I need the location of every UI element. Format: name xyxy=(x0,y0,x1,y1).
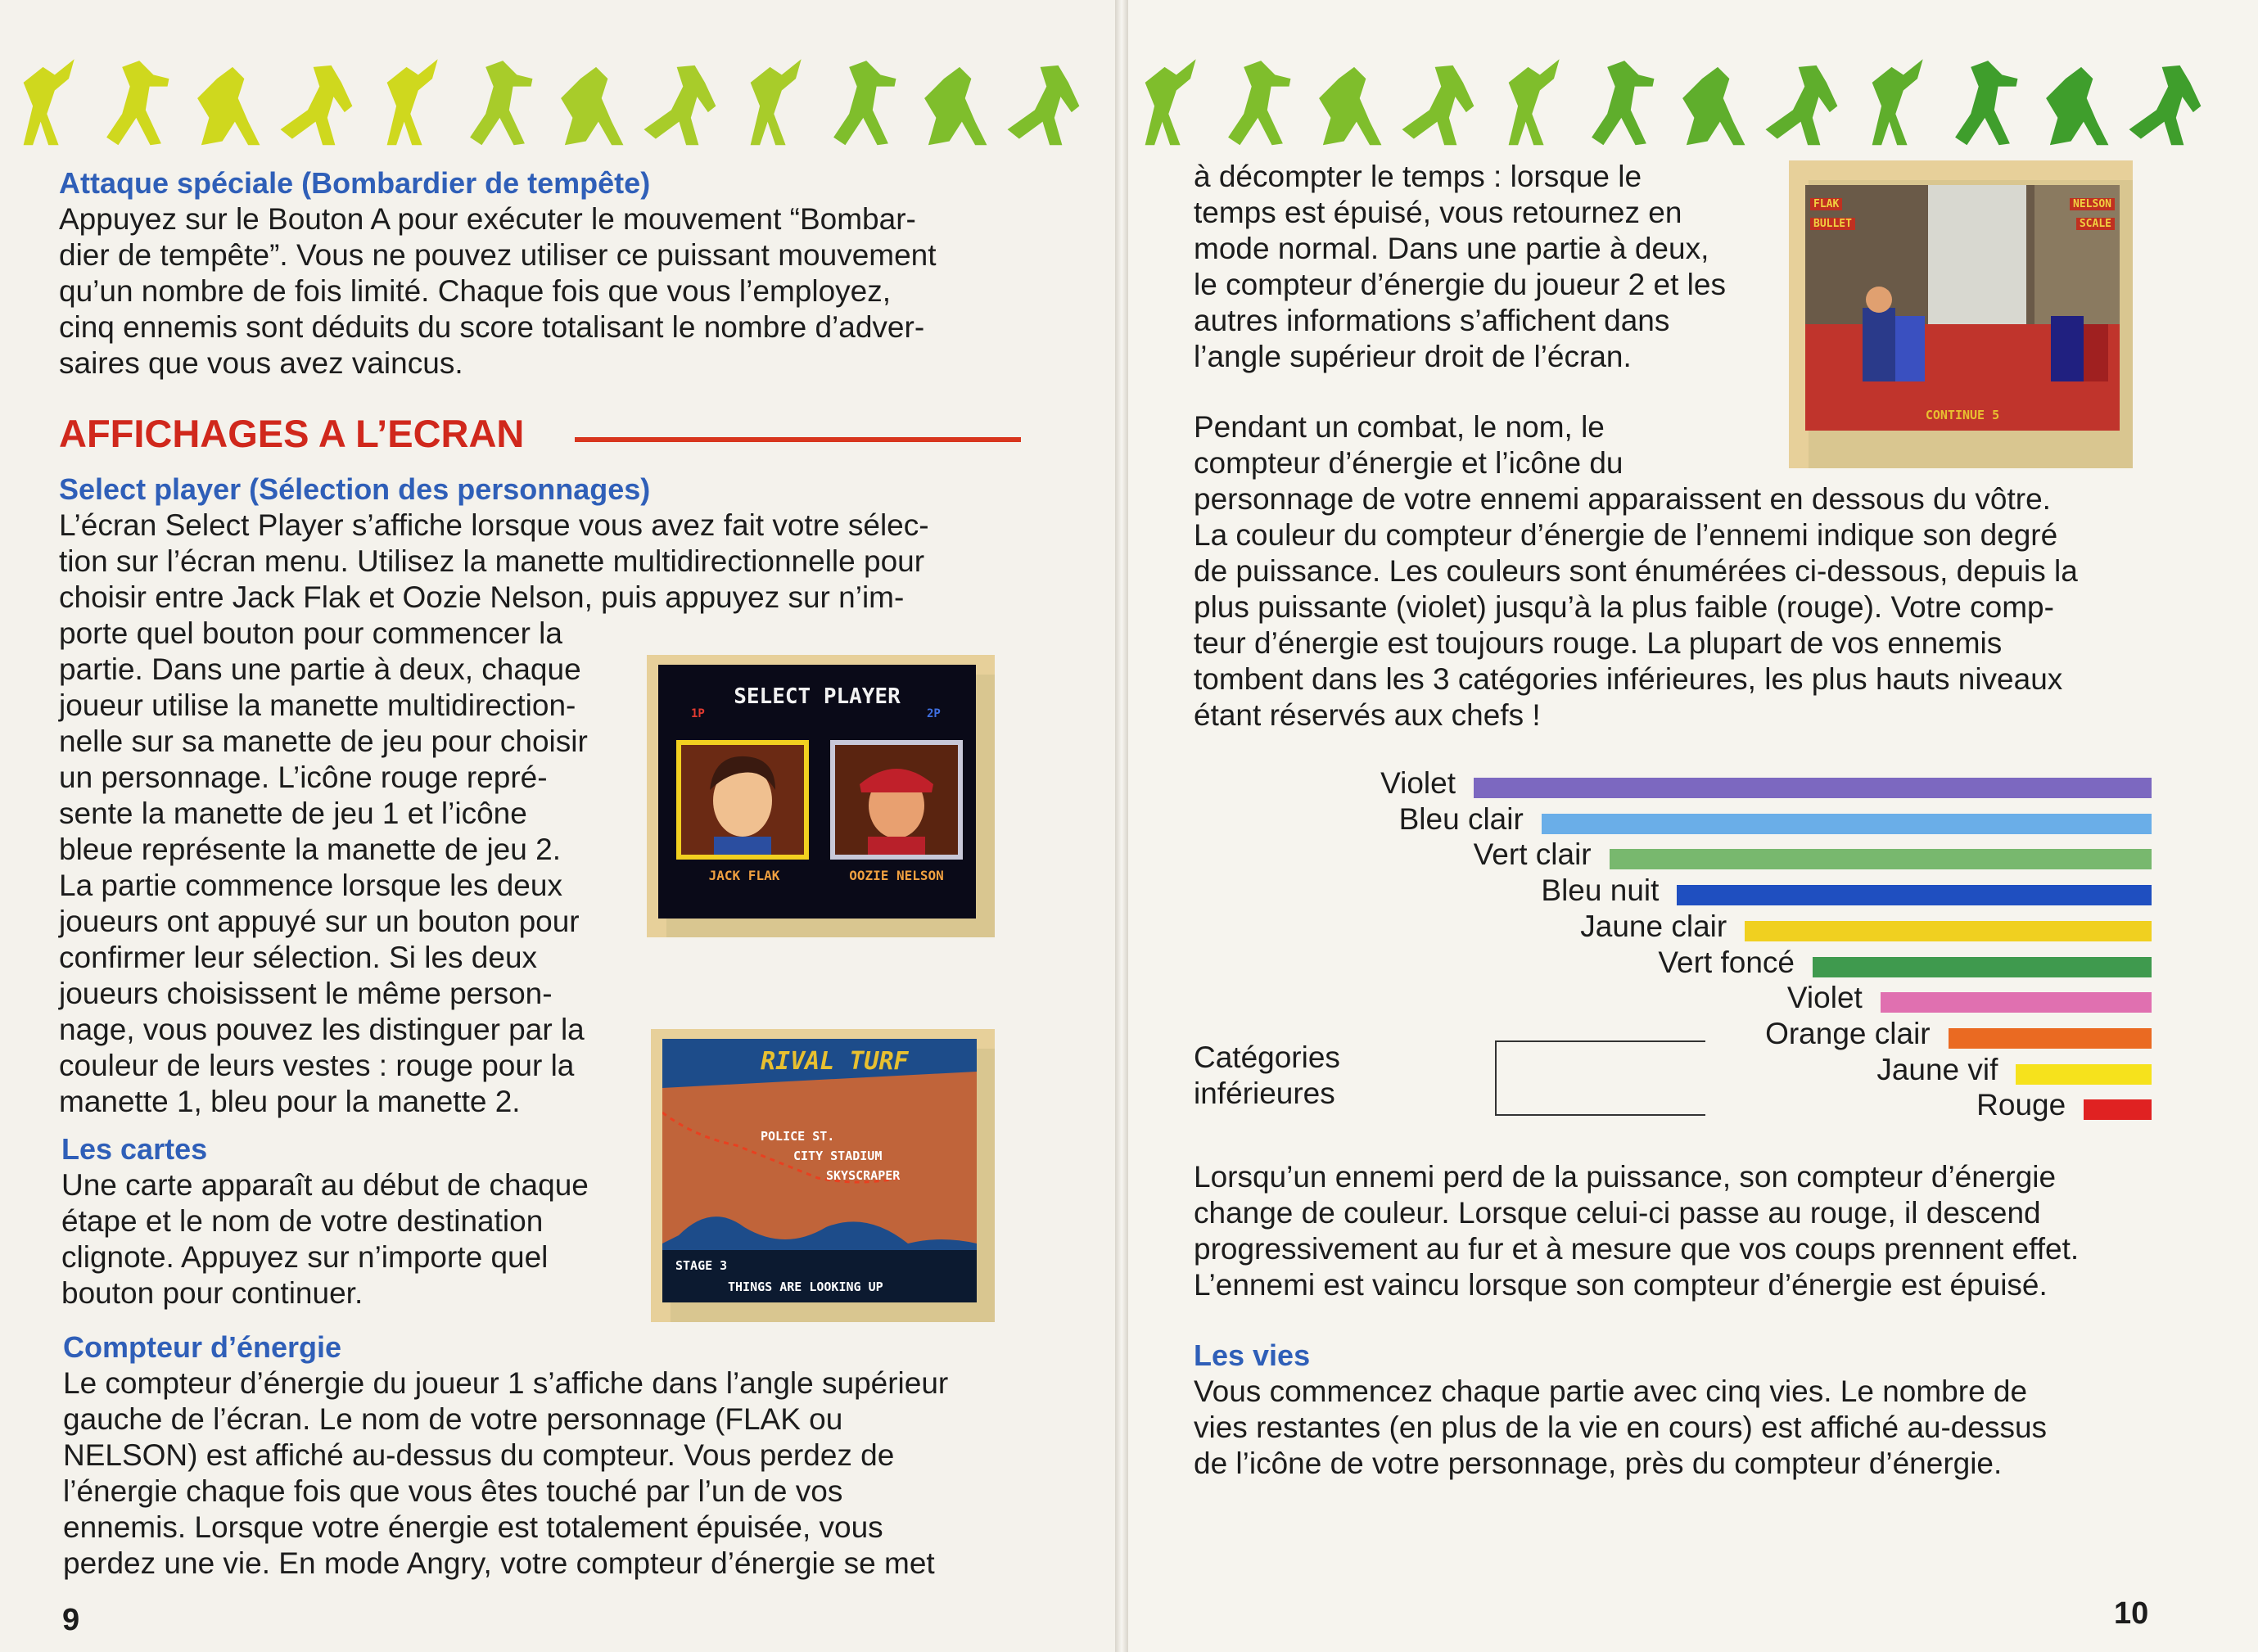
player1-name: JACK FLAK xyxy=(708,868,780,883)
fighter-silhouette-icon xyxy=(364,41,449,156)
map-screenshot xyxy=(651,1029,995,1322)
fighter-silhouette-banner-right xyxy=(1122,25,2258,156)
text-line: cinq ennemis sont déduits du score totalisant le nombre d’adver- xyxy=(59,310,925,344)
fighter-silhouette-icon xyxy=(273,41,359,156)
map-location: POLICE ST. xyxy=(761,1129,835,1144)
player1-badge: 1P xyxy=(691,707,705,720)
fighter-silhouette-icon xyxy=(1940,41,2025,156)
energy-bar-7 xyxy=(1881,992,2152,1013)
text-line: L’ennemi est vaincu lorsque son compteur d’énergie est épuisé. xyxy=(1194,1268,2048,1302)
fighter-silhouette-icon xyxy=(1122,41,1208,156)
page-number-right: 10 xyxy=(2114,1596,2149,1631)
text-line: manette 1, bleu pour la manette 2. xyxy=(59,1085,521,1118)
text-line: Vous commencez chaque partie avec cinq vies. Le nombre de xyxy=(1194,1374,2028,1408)
stage-label: STAGE 3 xyxy=(675,1258,728,1273)
jack-flak-portrait xyxy=(676,740,809,860)
text-line: nage, vous pouvez les distinguer par la xyxy=(59,1013,585,1046)
text-line: le compteur d’énergie du joueur 2 et les xyxy=(1194,268,1726,301)
section-heading xyxy=(59,409,1021,458)
text-line: dier de tempête”. Vous ne pouvez utiliser ce puissant mouvement xyxy=(59,238,937,272)
text-line: sente la manette de jeu 1 et l’icône xyxy=(59,797,527,830)
text-line: ennemis. Lorsque votre énergie est totalement épuisée, vous xyxy=(63,1510,883,1544)
section-heading-text: AFFICHAGES A L’ECRAN xyxy=(59,412,525,455)
enemy-name-hud: BULLET xyxy=(1810,218,1855,230)
energy-bar-5 xyxy=(1745,921,2152,941)
text-line: joueurs choisissent le même person- xyxy=(59,977,553,1010)
energy-bar-label: Vert clair xyxy=(1473,837,1592,872)
lives-section xyxy=(1194,1338,2176,1482)
text-line: joueurs ont appuyé sur un bouton pour xyxy=(59,905,580,938)
text-line: de l’icône de votre personnage, près du compteur d’énergie. xyxy=(1194,1447,2003,1480)
text-line: choisir entre Jack Flak et Oozie Nelson, puis appuyez sur n’im- xyxy=(59,580,905,614)
text-line: teur d’énergie est toujours rouge. La plupart de vos ennemis xyxy=(1194,626,2003,660)
energy-bar-8 xyxy=(1949,1028,2152,1049)
energy-bar-label: Jaune vif xyxy=(1876,1052,1998,1086)
energy-bar-6 xyxy=(1813,957,2152,977)
text-line: mode normal. Dans une partie à deux, xyxy=(1194,232,1709,265)
page-number-left: 9 xyxy=(62,1603,80,1637)
text-line: temps est épuisé, vous retournez en xyxy=(1194,196,1682,229)
fighter-silhouette-icon xyxy=(1849,41,1935,156)
text-line: clignote. Appuyez sur n’importe quel xyxy=(61,1240,549,1274)
maps-title: Les cartes xyxy=(61,1132,208,1166)
text-line: tion sur l’écran menu. Utilisez la manette multidirectionnelle pour xyxy=(59,544,925,578)
text-line: bleue représente la manette de jeu 2. xyxy=(59,833,561,866)
fighter-silhouette-icon xyxy=(818,41,904,156)
continue-counter: CONTINUE 5 xyxy=(1925,408,2000,422)
select-player-screen xyxy=(658,665,976,919)
text-line: un personnage. L’icône rouge repré- xyxy=(59,761,548,794)
text-line: étape et le nom de votre destination xyxy=(61,1204,544,1238)
fighter-silhouette-icon xyxy=(1758,41,1844,156)
map-location: CITY STADIUM xyxy=(793,1149,883,1163)
text-line: La partie commence lorsque les deux xyxy=(59,869,562,902)
special-attack-title: Attaque spéciale (Bombardier de tempête) xyxy=(59,166,651,200)
text-line: confirmer leur sélection. Si les deux xyxy=(59,941,538,974)
text-line: L’écran Select Player s’affiche lorsque vous avez fait votre sélec- xyxy=(59,508,929,542)
text-line: Appuyez sur le Bouton A pour exécuter le mouvement “Bombar- xyxy=(59,202,916,236)
text-line: change de couleur. Lorsque celui-ci passe au rouge, il descend xyxy=(1194,1196,2041,1230)
energy-bar-label: Bleu nuit xyxy=(1541,873,1660,908)
text-line: inférieures xyxy=(1194,1077,1335,1110)
text-line: La couleur du compteur d’énergie de l’ennemi indique son degré xyxy=(1194,518,2058,552)
text-line: partie. Dans une partie à deux, chaque xyxy=(59,652,581,686)
energy-bar-3 xyxy=(1610,849,2152,869)
text-line: qu’un nombre de fois limité. Chaque fois que vous l’employez, xyxy=(59,274,892,308)
lives-title: Les vies xyxy=(1194,1338,1311,1372)
fighter-silhouette-icon xyxy=(182,41,268,156)
map-location: SKYSCRAPER xyxy=(826,1168,901,1183)
lower-categories-bracket xyxy=(1495,1040,1705,1116)
maps-section xyxy=(61,1131,651,1311)
energy-meter-section xyxy=(63,1329,1045,1582)
text-line: de puissance. Les couleurs sont énumérées ci-dessous, depuis la xyxy=(1194,554,2078,588)
energy-bar-label: Violet xyxy=(1786,981,1863,1015)
energy-loss-text xyxy=(1194,1159,2176,1303)
text-line: personnage de votre ennemi apparaissent en dessous du vôtre. xyxy=(1194,482,2051,516)
special-attack-section xyxy=(59,165,1025,381)
text-line: saires que vous avez vaincus. xyxy=(59,346,463,380)
player2-enemy-hud: SCALE xyxy=(2076,218,2115,230)
player2-badge: 2P xyxy=(927,707,941,720)
energy-bar-1 xyxy=(1474,778,2152,798)
energy-bar-10 xyxy=(2084,1099,2152,1120)
text-line: tombent dans les 3 catégories inférieures, les plus hauts niveaux xyxy=(1194,662,2063,696)
text-line: Une carte apparaît au début de chaque xyxy=(61,1168,589,1202)
fighter-silhouette-icon xyxy=(1394,41,1480,156)
energy-bar-label: Rouge xyxy=(1976,1088,2066,1122)
player2-name-hud: NELSON xyxy=(2070,198,2115,210)
stage-caption: THINGS ARE LOOKING UP xyxy=(728,1280,883,1294)
book-spine xyxy=(1115,0,1128,1652)
text-line: bouton pour continuer. xyxy=(61,1276,364,1310)
combat-text xyxy=(1194,409,2160,733)
fighter-silhouette-icon xyxy=(1576,41,1662,156)
energy-meter-title: Compteur d’énergie xyxy=(63,1330,342,1364)
fighter-silhouette-icon xyxy=(1667,41,1753,156)
energy-bar-label: Orange clair xyxy=(1765,1016,1931,1050)
lower-categories-label xyxy=(1194,1040,1340,1112)
fighter-silhouette-icon xyxy=(1485,41,1571,156)
energy-bar-9 xyxy=(2016,1064,2152,1085)
fighter-silhouette-icon xyxy=(1303,41,1389,156)
text-line: l’énergie chaque fois que vous êtes touché par l’un de vos xyxy=(63,1474,843,1508)
oozie-nelson-portrait xyxy=(830,740,963,860)
heading-rule xyxy=(575,437,1021,442)
text-line: Lorsqu’un ennemi perd de la puissance, son compteur d’énergie xyxy=(1194,1160,2057,1194)
fight-screen xyxy=(1805,185,2120,431)
fighter-silhouette-icon xyxy=(1000,41,1086,156)
energy-bar-label: Bleu clair xyxy=(1398,801,1524,836)
energy-meter-text xyxy=(63,1365,1045,1582)
text-line: Pendant un combat, le nom, le xyxy=(1194,410,1605,444)
energy-bar-label: Violet xyxy=(1380,766,1456,800)
maps-text xyxy=(61,1167,651,1311)
text-line: progressivement au fur et à mesure que vos coups prennent effet. xyxy=(1194,1232,2080,1266)
rival-turf-logo: RIVAL TURF xyxy=(761,1047,909,1076)
fighter-silhouette-banner-left xyxy=(0,25,1122,156)
fighter-silhouette-icon xyxy=(1213,41,1298,156)
text-line: plus puissante (violet) jusqu’à la plus faible (rouge). Votre comp- xyxy=(1194,590,2054,624)
text-line: l’angle supérieur droit de l’écran. xyxy=(1194,340,1632,373)
text-line: à décompter le temps : lorsque le xyxy=(1194,160,1642,193)
screen-title: SELECT PLAYER xyxy=(734,684,901,709)
fighter-silhouette-icon xyxy=(636,41,722,156)
text-line: joueur utilise la manette multidirection- xyxy=(59,688,576,722)
fighter-silhouette-icon xyxy=(454,41,540,156)
fighter-silhouette-icon xyxy=(727,41,813,156)
energy-bar-label: Vert foncé xyxy=(1658,945,1795,979)
lives-text xyxy=(1194,1374,2176,1482)
energy-continued-text xyxy=(1194,159,1783,375)
text-line: Catégories xyxy=(1194,1040,1340,1074)
special-attack-text xyxy=(59,201,1025,381)
text-line: étant réservés aux chefs ! xyxy=(1194,698,1541,732)
text-line: porte quel bouton pour commencer la xyxy=(59,616,562,650)
fighter-silhouette-icon xyxy=(0,41,86,156)
select-player-screenshot xyxy=(647,655,995,937)
player2-name: OOZIE NELSON xyxy=(849,868,944,883)
fighter-silhouette-icon xyxy=(909,41,995,156)
text-line: couleur de leurs vestes : rouge pour la xyxy=(59,1049,575,1082)
fighter-silhouette-icon xyxy=(2030,41,2116,156)
text-line: Le compteur d’énergie du joueur 1 s’affiche dans l’angle supérieur xyxy=(63,1366,949,1400)
text-line: perdez une vie. En mode Angry, votre compteur d’énergie se met xyxy=(63,1546,935,1580)
text-line: vies restantes (en plus de la vie en cours) est affiché au-dessus xyxy=(1194,1411,2048,1444)
fighter-silhouette-icon xyxy=(545,41,631,156)
energy-bar-label: Jaune clair xyxy=(1580,909,1727,943)
map-screen xyxy=(662,1039,977,1302)
fighter-silhouette-icon xyxy=(91,41,177,156)
text-line: compteur d’énergie et l’icône du xyxy=(1194,446,1624,480)
energy-bar-2 xyxy=(1542,814,2152,834)
energy-bar-4 xyxy=(1677,885,2152,905)
text-line: autres informations s’affichent dans xyxy=(1194,304,1670,337)
player1-name-hud: FLAK xyxy=(1810,198,1842,210)
text-line: NELSON) est affiché au-dessus du compteur. Vous perdez de xyxy=(63,1438,895,1472)
text-line: nelle sur sa manette de jeu pour choisir xyxy=(59,724,588,758)
text-line: gauche de l’écran. Le nom de votre personnage (FLAK ou xyxy=(63,1402,843,1436)
fighter-silhouette-icon xyxy=(2121,41,2207,156)
select-player-title: Select player (Sélection des personnages) xyxy=(59,472,651,506)
